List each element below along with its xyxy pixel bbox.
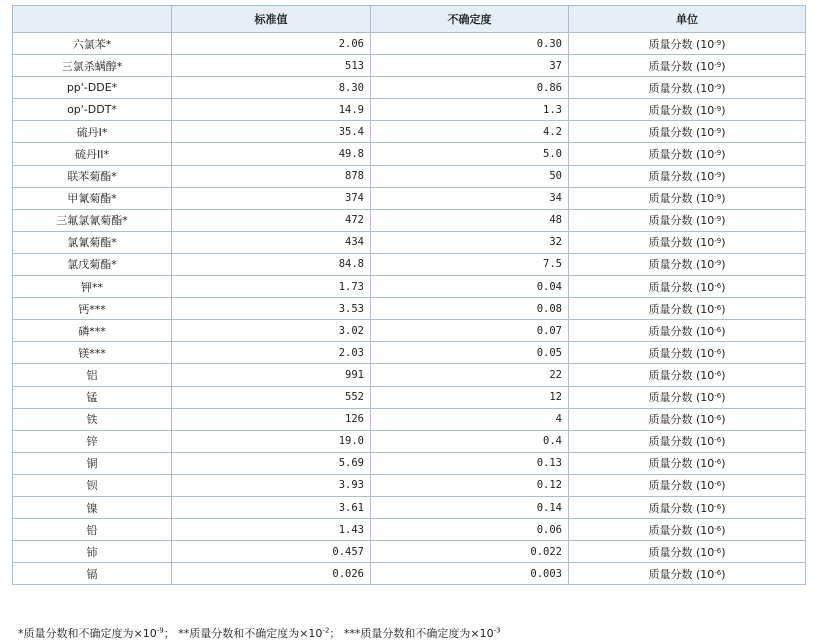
unit-paren-close: ) — [721, 192, 726, 206]
table-row — [13, 276, 806, 298]
cell-unit — [569, 408, 806, 430]
unit-exponent: -9 — [714, 38, 722, 47]
cell-unit — [569, 298, 806, 320]
cell-standard-value: 35.4 — [172, 121, 371, 143]
unit-exponent: -6 — [714, 480, 722, 489]
unit-paren-close: ) — [721, 214, 726, 228]
unit-paren-close: ) — [721, 479, 726, 493]
cell-standard-value: 5.69 — [172, 452, 371, 474]
cell-name: 铝 — [13, 364, 172, 386]
unit-paren-close: ) — [721, 258, 726, 272]
unit-label: 质量分数 — [648, 346, 693, 360]
table-row — [13, 231, 806, 253]
unit-label: 质量分数 — [648, 391, 693, 405]
unit-paren-open: (10 — [692, 324, 715, 338]
unit-exponent: -9 — [714, 126, 722, 135]
cell-name: op'-DDT* — [13, 99, 172, 121]
cell-standard-value: 3.53 — [172, 298, 371, 320]
header-name — [13, 6, 172, 33]
cell-unit — [569, 276, 806, 298]
cell-unit — [569, 320, 806, 342]
unit-exponent: -6 — [714, 392, 722, 401]
cell-uncertainty: 0.04 — [371, 276, 569, 298]
unit-label: 质量分数 — [648, 368, 693, 382]
unit-exponent: -6 — [714, 414, 722, 423]
cell-standard-value: 434 — [172, 231, 371, 253]
cell-name: 三氯杀螨醇* — [13, 55, 172, 77]
unit-paren-open: (10 — [692, 435, 715, 449]
unit-paren-open: (10 — [692, 567, 715, 581]
table-row — [13, 342, 806, 364]
cell-unit — [569, 121, 806, 143]
unit-paren-close: ) — [721, 302, 726, 316]
table-row — [13, 33, 806, 55]
cell-uncertainty: 0.30 — [371, 33, 569, 55]
unit-exponent: -6 — [714, 369, 722, 378]
unit-exponent: -9 — [714, 193, 722, 202]
header-unit: 单位 — [569, 6, 806, 33]
unit-paren-close: ) — [721, 501, 726, 515]
table-row — [13, 519, 806, 541]
unit-paren-open: (10 — [692, 346, 715, 360]
unit-label: 质量分数 — [648, 435, 693, 449]
cell-unit — [569, 541, 806, 563]
unit-paren-open: (10 — [692, 391, 715, 405]
cell-standard-value: 1.73 — [172, 276, 371, 298]
unit-paren-close: ) — [721, 435, 726, 449]
unit-paren-close: ) — [721, 170, 726, 184]
unit-paren-open: (10 — [692, 236, 715, 250]
unit-exponent: -6 — [714, 347, 722, 356]
unit-label: 质量分数 — [648, 81, 693, 95]
unit-paren-close: ) — [721, 148, 726, 162]
cell-unit — [569, 33, 806, 55]
cell-standard-value: 991 — [172, 364, 371, 386]
cell-name: 铜 — [13, 452, 172, 474]
cell-uncertainty: 0.4 — [371, 430, 569, 452]
cell-unit — [569, 143, 806, 165]
footnote-exp1: -9 — [156, 626, 164, 635]
unit-exponent: -6 — [714, 325, 722, 334]
cell-unit — [569, 77, 806, 99]
unit-paren-close: ) — [721, 59, 726, 73]
unit-paren-open: (10 — [692, 523, 715, 537]
cell-uncertainty: 1.3 — [371, 99, 569, 121]
unit-label: 质量分数 — [648, 302, 693, 316]
table-row — [13, 452, 806, 474]
cell-standard-value: 552 — [172, 386, 371, 408]
cell-standard-value: 513 — [172, 55, 371, 77]
cell-uncertainty: 22 — [371, 364, 569, 386]
footnote — [18, 625, 501, 641]
unit-exponent: -6 — [714, 436, 722, 445]
unit-paren-open: (10 — [692, 103, 715, 117]
cell-standard-value: 49.8 — [172, 143, 371, 165]
unit-label: 质量分数 — [648, 501, 693, 515]
unit-paren-open: (10 — [692, 479, 715, 493]
unit-paren-open: (10 — [692, 214, 715, 228]
cell-unit — [569, 563, 806, 585]
cell-name: 磷*** — [13, 320, 172, 342]
cell-unit — [569, 209, 806, 231]
cell-standard-value: 14.9 — [172, 99, 371, 121]
cell-standard-value: 0.026 — [172, 563, 371, 585]
reference-values-table — [12, 5, 806, 585]
table-row — [13, 430, 806, 452]
unit-exponent: -9 — [714, 60, 722, 69]
table-row — [13, 320, 806, 342]
cell-standard-value: 0.457 — [172, 541, 371, 563]
cell-standard-value: 3.02 — [172, 320, 371, 342]
unit-label: 质量分数 — [648, 103, 693, 117]
unit-paren-open: (10 — [692, 37, 715, 51]
footnote-part3: ； ***质量分数和不确定度为×10 — [329, 627, 494, 640]
unit-paren-open: (10 — [692, 545, 715, 559]
unit-paren-open: (10 — [692, 368, 715, 382]
cell-uncertainty: 4 — [371, 408, 569, 430]
cell-unit — [569, 474, 806, 496]
unit-label: 质量分数 — [648, 324, 693, 338]
unit-paren-close: ) — [721, 457, 726, 471]
cell-name: 六氯苯* — [13, 33, 172, 55]
unit-exponent: -6 — [714, 546, 722, 555]
unit-label: 质量分数 — [648, 457, 693, 471]
cell-uncertainty: 37 — [371, 55, 569, 77]
table-row — [13, 187, 806, 209]
cell-uncertainty: 48 — [371, 209, 569, 231]
unit-label: 质量分数 — [648, 192, 693, 206]
footnote-exp2: -2 — [322, 626, 330, 635]
cell-uncertainty: 0.06 — [371, 519, 569, 541]
unit-label: 质量分数 — [648, 125, 693, 139]
table-row — [13, 99, 806, 121]
cell-standard-value: 1.43 — [172, 519, 371, 541]
unit-paren-close: ) — [721, 545, 726, 559]
unit-exponent: -9 — [714, 82, 722, 91]
cell-name: 硫丹I* — [13, 121, 172, 143]
cell-standard-value: 84.8 — [172, 253, 371, 275]
unit-label: 质量分数 — [648, 236, 693, 250]
cell-name: 氯氰菊酯* — [13, 231, 172, 253]
unit-label: 质量分数 — [648, 567, 693, 581]
cell-unit — [569, 165, 806, 187]
cell-name: 铅 — [13, 519, 172, 541]
unit-paren-close: ) — [721, 37, 726, 51]
unit-exponent: -6 — [714, 568, 722, 577]
cell-standard-value: 19.0 — [172, 430, 371, 452]
cell-unit — [569, 187, 806, 209]
cell-uncertainty: 50 — [371, 165, 569, 187]
table-row — [13, 143, 806, 165]
unit-exponent: -6 — [714, 502, 722, 511]
cell-name: 镍 — [13, 496, 172, 518]
cell-uncertainty: 0.86 — [371, 77, 569, 99]
table-row — [13, 77, 806, 99]
unit-paren-open: (10 — [692, 192, 715, 206]
table-row — [13, 474, 806, 496]
cell-name: 镁*** — [13, 342, 172, 364]
table-row — [13, 165, 806, 187]
cell-uncertainty: 0.003 — [371, 563, 569, 585]
unit-label: 质量分数 — [648, 148, 693, 162]
data-table-container — [12, 5, 806, 585]
unit-paren-open: (10 — [692, 413, 715, 427]
unit-paren-close: ) — [721, 81, 726, 95]
table-row — [13, 298, 806, 320]
cell-unit — [569, 55, 806, 77]
unit-exponent: -9 — [714, 215, 722, 224]
unit-paren-open: (10 — [692, 81, 715, 95]
unit-exponent: -9 — [714, 149, 722, 158]
cell-standard-value: 374 — [172, 187, 371, 209]
unit-exponent: -6 — [714, 524, 722, 533]
unit-paren-open: (10 — [692, 148, 715, 162]
unit-exponent: -6 — [714, 281, 722, 290]
unit-paren-close: ) — [721, 368, 726, 382]
unit-paren-open: (10 — [692, 59, 715, 73]
unit-paren-open: (10 — [692, 457, 715, 471]
unit-paren-close: ) — [721, 236, 726, 250]
cell-unit — [569, 386, 806, 408]
unit-paren-close: ) — [721, 280, 726, 294]
cell-standard-value: 8.30 — [172, 77, 371, 99]
footnote-exp3: -3 — [493, 626, 501, 635]
cell-name: 铁 — [13, 408, 172, 430]
cell-uncertainty: 4.2 — [371, 121, 569, 143]
unit-paren-open: (10 — [692, 501, 715, 515]
cell-name: 氯戊菊酯* — [13, 253, 172, 275]
cell-uncertainty: 0.07 — [371, 320, 569, 342]
footnote-part2: ； **质量分数和不确定度为×10 — [163, 627, 323, 640]
cell-name: 甲氰菊酯* — [13, 187, 172, 209]
cell-name: pp'-DDE* — [13, 77, 172, 99]
table-row — [13, 364, 806, 386]
cell-standard-value: 126 — [172, 408, 371, 430]
cell-name: 三氟氯氰菊酯* — [13, 209, 172, 231]
unit-paren-open: (10 — [692, 302, 715, 316]
unit-paren-close: ) — [721, 125, 726, 139]
unit-exponent: -9 — [714, 171, 722, 180]
cell-name: 钾** — [13, 276, 172, 298]
cell-uncertainty: 0.13 — [371, 452, 569, 474]
unit-label: 质量分数 — [648, 479, 693, 493]
unit-paren-close: ) — [721, 391, 726, 405]
cell-uncertainty: 0.05 — [371, 342, 569, 364]
unit-paren-open: (10 — [692, 125, 715, 139]
unit-exponent: -9 — [714, 259, 722, 268]
footnote-part1: *质量分数和不确定度为×10 — [18, 627, 157, 640]
unit-label: 质量分数 — [648, 37, 693, 51]
unit-paren-close: ) — [721, 523, 726, 537]
unit-paren-close: ) — [721, 103, 726, 117]
table-row — [13, 55, 806, 77]
unit-paren-close: ) — [721, 567, 726, 581]
cell-unit — [569, 231, 806, 253]
cell-uncertainty: 5.0 — [371, 143, 569, 165]
cell-unit — [569, 430, 806, 452]
cell-standard-value: 878 — [172, 165, 371, 187]
unit-paren-open: (10 — [692, 170, 715, 184]
unit-paren-close: ) — [721, 324, 726, 338]
unit-exponent: -6 — [714, 303, 722, 312]
table-header-row — [13, 6, 806, 33]
cell-unit — [569, 253, 806, 275]
cell-uncertainty: 32 — [371, 231, 569, 253]
unit-label: 质量分数 — [648, 258, 693, 272]
cell-standard-value: 3.61 — [172, 496, 371, 518]
cell-name: 钡 — [13, 474, 172, 496]
unit-label: 质量分数 — [648, 280, 693, 294]
cell-uncertainty: 7.5 — [371, 253, 569, 275]
unit-exponent: -9 — [714, 237, 722, 246]
cell-unit — [569, 342, 806, 364]
table-row — [13, 386, 806, 408]
cell-uncertainty: 0.14 — [371, 496, 569, 518]
cell-uncertainty: 12 — [371, 386, 569, 408]
unit-paren-close: ) — [721, 346, 726, 360]
unit-exponent: -9 — [714, 104, 722, 113]
unit-paren-close: ) — [721, 413, 726, 427]
table-row — [13, 253, 806, 275]
cell-unit — [569, 364, 806, 386]
header-uncertainty: 不确定度 — [371, 6, 569, 33]
cell-uncertainty: 0.12 — [371, 474, 569, 496]
cell-standard-value: 2.06 — [172, 33, 371, 55]
unit-label: 质量分数 — [648, 170, 693, 184]
table-row — [13, 563, 806, 585]
header-standard-value: 标准值 — [172, 6, 371, 33]
cell-unit — [569, 452, 806, 474]
cell-name: 镉 — [13, 563, 172, 585]
unit-label: 质量分数 — [648, 545, 693, 559]
cell-uncertainty: 34 — [371, 187, 569, 209]
unit-label: 质量分数 — [648, 523, 693, 537]
unit-label: 质量分数 — [648, 413, 693, 427]
cell-unit — [569, 519, 806, 541]
table-row — [13, 209, 806, 231]
cell-name: 铈 — [13, 541, 172, 563]
cell-name: 硫丹II* — [13, 143, 172, 165]
cell-standard-value: 3.93 — [172, 474, 371, 496]
cell-standard-value: 472 — [172, 209, 371, 231]
cell-name: 钙*** — [13, 298, 172, 320]
cell-uncertainty: 0.08 — [371, 298, 569, 320]
table-row — [13, 121, 806, 143]
table-row — [13, 496, 806, 518]
cell-standard-value: 2.03 — [172, 342, 371, 364]
table-row — [13, 541, 806, 563]
cell-name: 联苯菊酯* — [13, 165, 172, 187]
cell-name: 锰 — [13, 386, 172, 408]
cell-uncertainty: 0.022 — [371, 541, 569, 563]
cell-unit — [569, 99, 806, 121]
unit-paren-open: (10 — [692, 280, 715, 294]
table-row — [13, 408, 806, 430]
cell-unit — [569, 496, 806, 518]
unit-label: 质量分数 — [648, 59, 693, 73]
cell-name: 锌 — [13, 430, 172, 452]
unit-paren-open: (10 — [692, 258, 715, 272]
unit-label: 质量分数 — [648, 214, 693, 228]
unit-exponent: -6 — [714, 458, 722, 467]
